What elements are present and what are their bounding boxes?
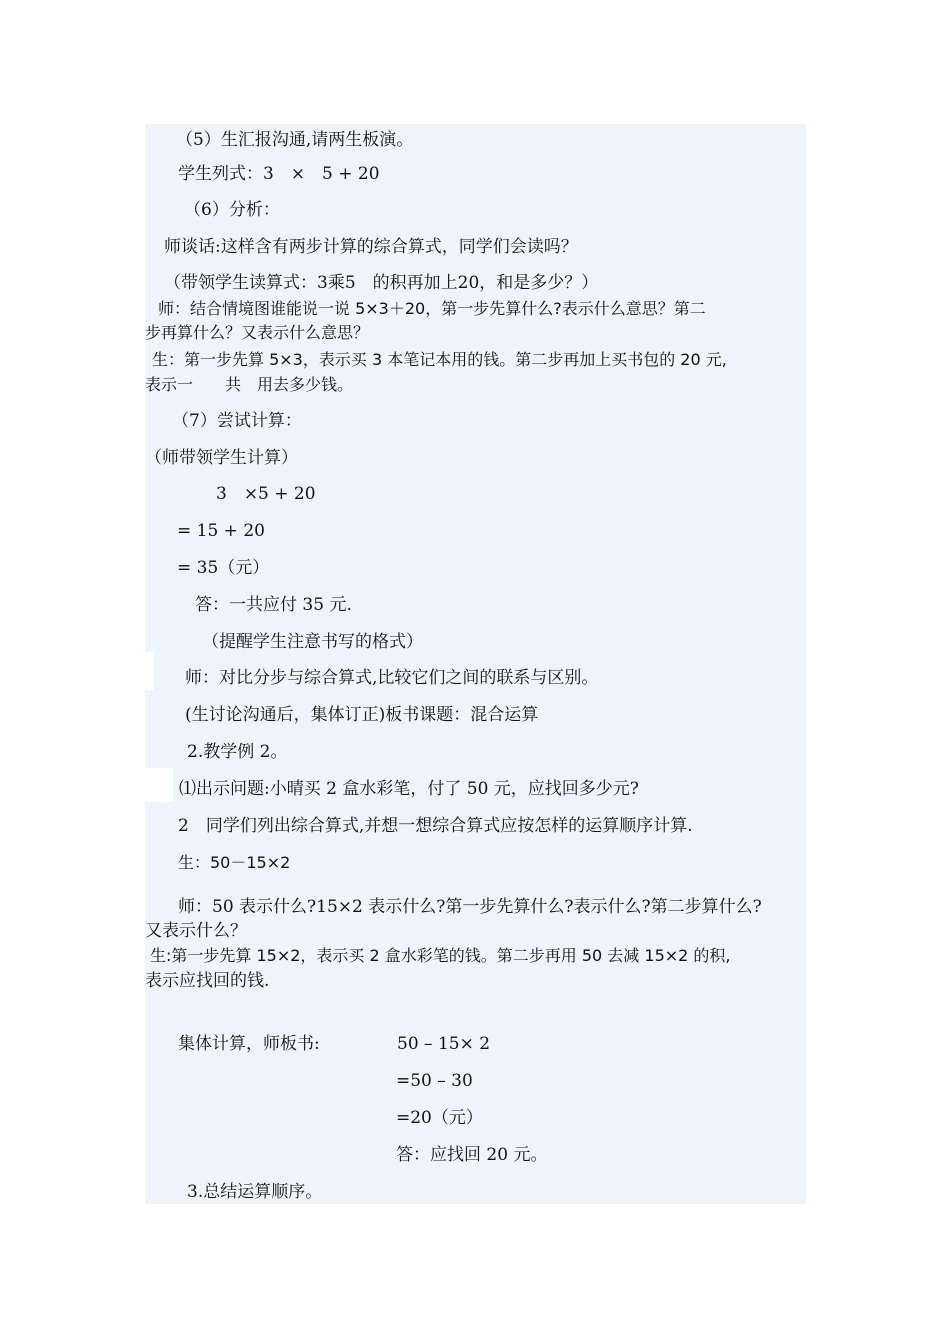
text-line: = 15 + 20: [177, 521, 265, 541]
text-line: 集体计算，师板书:: [178, 1034, 320, 1054]
page-gap: [145, 652, 154, 690]
text-line: 50 – 15× 2: [397, 1034, 491, 1054]
text-line: 师：50 表示什么?15×2 表示什么?第一步先算什么?表示什么?第二步算什么?: [178, 897, 762, 917]
text-line: 生：第一步先算 5×3，表示买 3 本笔记本用的钱。第二步再加上买书包的 20 元,: [152, 350, 727, 369]
text-line: (生讨论沟通后，集体订正)板书课题：混合运算: [185, 705, 539, 725]
text-line: =50 – 30: [396, 1071, 473, 1091]
text-line: 表示一 共 用去多少钱。: [145, 375, 354, 394]
text-line: 学生列式：3 × 5 + 20: [178, 164, 380, 184]
text-line: = 35（元）: [177, 558, 270, 578]
text-line: （带领学生读算式：3乘5 的积再加上20，和是多少？）: [164, 273, 599, 293]
text-line: 2 同学们列出综合算式,并想一想综合算式应按怎样的运算顺序计算.: [178, 816, 693, 836]
text-line: 又表示什么？: [145, 921, 247, 941]
text-line: 师：结合情境图谁能说一说 5×3＋20，第一步先算什么?表示什么意思？第二: [158, 299, 706, 318]
text-line: 3.总结运算顺序。: [187, 1182, 323, 1202]
text-line: 表示应找回的钱.: [145, 971, 270, 991]
text-line: （6）分析：: [184, 200, 280, 220]
text-line: 3 ×5 + 20: [216, 484, 316, 504]
text-line: 师：对比分步与综合算式,比较它们之间的联系与区别。: [185, 668, 599, 688]
text-line: ⑴出示问题:小晴买 2 盒水彩笔，付了 50 元，应找回多少元?: [179, 779, 639, 799]
page-gap: [145, 768, 173, 802]
text-line: （5）生汇报沟通,请两生板演。: [176, 130, 414, 150]
text-line: 答：一共应付 35 元.: [195, 595, 352, 615]
text-line: 2.教学例 2。: [187, 742, 288, 762]
text-line: （提醒学生注意书写的格式）: [202, 632, 423, 652]
text-line: 答：应找回 20 元。: [396, 1145, 548, 1165]
text-line: =20（元）: [396, 1108, 483, 1128]
text-line: （7）尝试计算：: [172, 411, 302, 431]
text-line: 师谈话:这样含有两步计算的综合算式，同学们会读吗？: [164, 237, 578, 257]
text-line: 步再算什么？又表示什么意思？: [145, 323, 370, 342]
text-line: 生:第一步先算 15×2，表示买 2 盒水彩笔的钱。第二步再用 50 去减 15×2 的积,: [150, 946, 731, 965]
text-line: 生：50－15×2: [178, 853, 291, 872]
text-line: （师带领学生计算）: [145, 448, 298, 468]
